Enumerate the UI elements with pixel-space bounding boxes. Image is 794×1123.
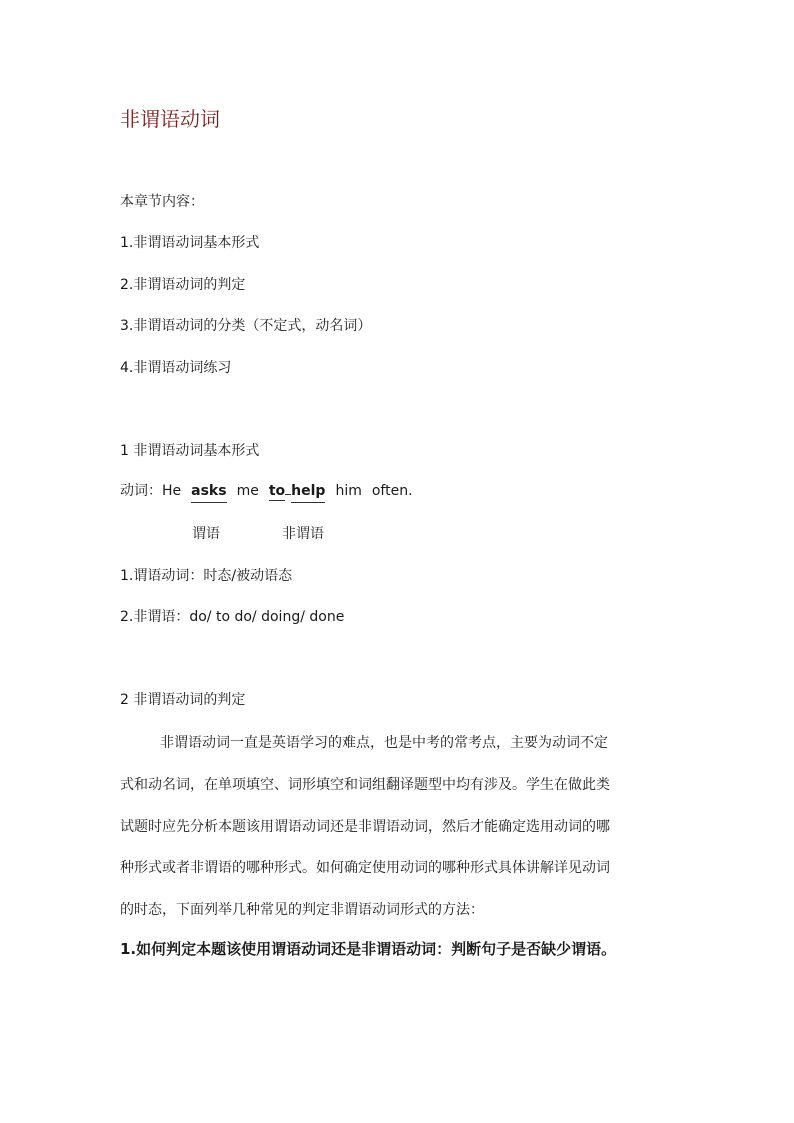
example-word-to: to (268, 483, 286, 499)
toc-item-4: 4.非谓语动词练习 (120, 360, 232, 376)
paragraph-line-5: 的时态，下面列举几种常见的判定非谓语动词形式的方法： (120, 902, 484, 918)
label-nonpredicate: 非谓语 (282, 526, 324, 542)
section1-point-1: 1.谓语动词：时态/被动语态 (120, 568, 293, 584)
example-word-often: often. (371, 483, 413, 499)
section1-heading: 1 非谓语动词基本形式 (120, 443, 260, 459)
section1-point-2: 2.非谓语：do/ to do/ doing/ done (120, 609, 345, 625)
bold-point-1: 1.如何判定本题该使用谓语动词还是非谓语动词：判断句子是否缺少谓语。 (120, 940, 617, 958)
example-word-me: me (236, 483, 259, 499)
section2-heading: 2 非谓语动词的判定 (120, 692, 246, 708)
example-sentence (120, 481, 423, 503)
example-word-help: help (291, 481, 325, 503)
paragraph-line-2: 式和动名词，在单项填空、词形填空和词组翻译题型中均有涉及。学生在做此类 (120, 777, 610, 793)
label-predicate: 谓语 (192, 526, 220, 542)
paragraph-line-3: 试题时应先分析本题该用谓语动词还是非谓语动词，然后才能确定选用动词的哪 (120, 819, 610, 835)
toc-item-1: 1.非谓语动词基本形式 (120, 235, 260, 251)
example-word-him: him (335, 483, 362, 499)
paragraph-line-1: 非谓语动词一直是英语学习的难点，也是中考的常考点，主要为动词不定 (160, 735, 608, 751)
example-word-asks: asks (191, 481, 226, 503)
example-word-he: He (162, 483, 182, 499)
toc-item-2: 2.非谓语动词的判定 (120, 277, 246, 293)
document-title: 非谓语动词 (120, 107, 220, 131)
toc-item-3: 3.非谓语动词的分类（不定式，动名词） (120, 318, 372, 334)
toc-heading: 本章节内容： (120, 194, 204, 210)
paragraph-line-4: 种形式或者非谓语的哪种形式。如何确定使用动词的哪种形式具体讲解详见动词 (120, 860, 610, 876)
example-label: 动词： (120, 483, 162, 499)
